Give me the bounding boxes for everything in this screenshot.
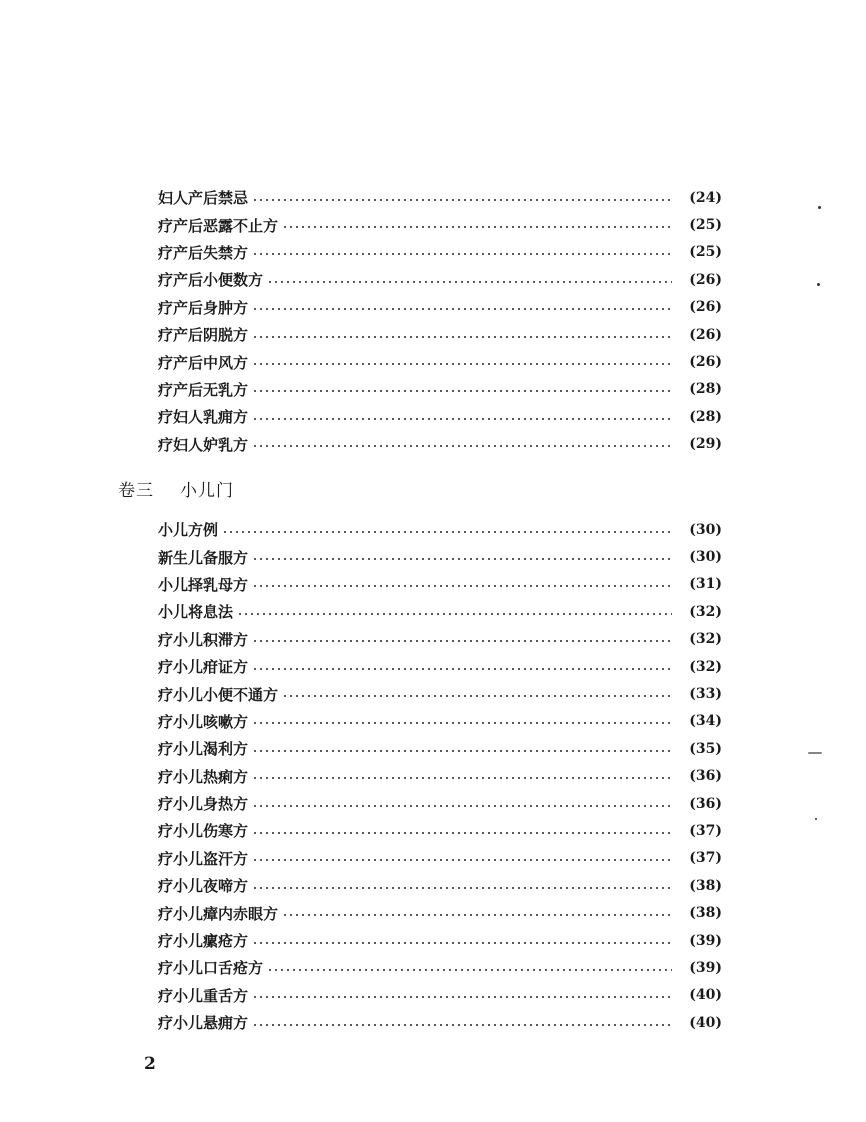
dot-leader [252,996,672,998]
section-heading [118,476,234,501]
toc-entry[interactable] [158,403,722,430]
toc-entry[interactable] [158,598,722,625]
toc-entry-title: 疗妇人妒乳方 [158,435,249,454]
dot-leader [252,336,672,338]
toc-entry-title: 疗产后身肿方 [158,298,249,317]
toc-entry-title: 疗小儿热痢方 [158,767,249,786]
toc-entry-page: (28) [689,381,722,398]
toc-entry-page: (37) [689,822,722,839]
toc-entry[interactable] [158,954,722,981]
dot-leader [252,859,672,861]
page-number: 2 [144,1054,156,1074]
toc-entry-page: (25) [689,244,722,261]
toc-entry[interactable] [158,927,722,954]
toc-entry-page: (38) [689,905,722,922]
toc-entry-title: 疗产后阴脱方 [158,326,249,345]
dot-leader [252,942,672,944]
toc-entry-title: 疗小儿悬痈方 [158,1014,249,1033]
dot-leader [222,531,672,533]
toc-entry[interactable] [158,845,722,872]
toc-entry-page: (36) [689,768,722,785]
dot-leader [252,363,672,365]
toc-entry-title: 疗产后恶露不止方 [158,216,279,235]
scan-speck [808,752,822,754]
toc-entry[interactable] [158,543,722,570]
toc-entry[interactable] [158,735,722,762]
toc-entry-page: (29) [689,436,722,453]
dot-leader [237,613,672,615]
toc-entry-title: 疗小儿渴利方 [158,740,249,759]
toc-entry[interactable] [158,817,722,844]
dot-leader [252,445,672,447]
toc-entry[interactable] [158,763,722,790]
toc-entry-title: 新生儿备服方 [158,548,249,567]
dot-leader [252,585,672,587]
toc-entry-title: 疗小儿口舌疮方 [158,959,264,978]
dot-leader [252,750,672,752]
toc-entry-title: 疗产后无乳方 [158,380,249,399]
toc-entry[interactable] [158,266,722,293]
toc-entry[interactable] [158,680,722,707]
toc-entry-page: (33) [689,686,722,703]
toc-entry-title: 疗小儿夜啼方 [158,877,249,896]
toc-entry[interactable] [158,899,722,926]
toc-list-part1 [158,184,722,458]
toc-entry-title: 小儿方例 [158,521,219,540]
toc-entry-page: (37) [689,850,722,867]
toc-entry[interactable] [158,571,722,598]
dot-leader [252,418,672,420]
toc-entry-title: 疗小儿伤寒方 [158,822,249,841]
dot-leader [252,722,672,724]
section-name: 小儿门 [180,481,234,501]
toc-entry-page: (26) [689,299,722,316]
toc-entry-page: (34) [689,713,722,730]
toc-entry-title: 疗小儿积滞方 [158,630,249,649]
dot-leader [282,914,672,916]
dot-leader [282,226,672,228]
toc-entry-title: 疗小儿瘴内赤眼方 [158,904,279,923]
toc-entry[interactable] [158,872,722,899]
toc-entry-title: 疗小儿盗汗方 [158,849,249,868]
dot-leader [252,199,672,201]
toc-entry-page: (32) [689,658,722,675]
toc-entry-page: (24) [689,189,722,206]
toc-entry-page: (26) [689,354,722,371]
dot-leader [267,281,672,283]
toc-entry-page: (36) [689,795,722,812]
volume-label: 卷三 [118,481,154,501]
toc-entry-page: (40) [689,987,722,1004]
toc-entry-page: (30) [689,521,722,538]
toc-entry-page: (30) [689,549,722,566]
toc-entry[interactable] [158,348,722,375]
toc-entry-title: 小儿将息法 [158,603,234,622]
toc-entry-title: 疗小儿疳证方 [158,658,249,677]
dot-leader [252,558,672,560]
toc-entry[interactable] [158,294,722,321]
toc-entry-title: 疗产后小便数方 [158,271,264,290]
scan-speck [815,818,817,820]
toc-entry[interactable] [158,982,722,1009]
scan-speck [818,206,821,209]
toc-entry-page: (31) [689,576,722,593]
toc-entry[interactable] [158,790,722,817]
toc-entry-title: 疗产后中风方 [158,353,249,372]
toc-entry-page: (39) [689,932,722,949]
dot-leader [252,640,672,642]
toc-entry-page: (40) [689,1014,722,1031]
toc-entry-title: 疗小儿重舌方 [158,986,249,1005]
toc-entry-title: 疗产后失禁方 [158,243,249,262]
scan-speck [817,283,820,286]
toc-entry-page: (39) [689,959,722,976]
dot-leader [252,887,672,889]
dot-leader [252,668,672,670]
toc-entry-page: (32) [689,603,722,620]
dot-leader [267,969,672,971]
toc-entry-page: (25) [689,217,722,234]
toc-entry-page: (32) [689,631,722,648]
toc-entry-page: (38) [689,877,722,894]
toc-entry-page: (35) [689,740,722,757]
toc-entry[interactable] [158,321,722,348]
toc-entry-title: 妇人产后禁忌 [158,189,249,208]
toc-entry-title: 疗妇人乳痈方 [158,408,249,427]
dot-leader [252,832,672,834]
toc-entry-title: 疗小儿小便不通方 [158,685,279,704]
toc-entry-page: (28) [689,408,722,425]
dot-leader [252,805,672,807]
toc-entry[interactable] [158,708,722,735]
toc-entry[interactable] [158,184,722,211]
toc-entry[interactable] [158,626,722,653]
toc-entry-title: 疗小儿瘰疮方 [158,932,249,951]
dot-leader [252,253,672,255]
toc-entry[interactable] [158,239,722,266]
dot-leader [252,308,672,310]
toc-entry-title: 小儿择乳母方 [158,575,249,594]
toc-entry[interactable] [158,376,722,403]
toc-list-part2 [158,516,722,1036]
toc-entry-page: (26) [689,271,722,288]
toc-entry[interactable] [158,653,722,680]
toc-entry[interactable] [158,211,722,238]
toc-entry[interactable] [158,431,722,458]
dot-leader [252,1024,672,1026]
toc-entry-title: 疗小儿咳嗽方 [158,712,249,731]
dot-leader [282,695,672,697]
toc-entry-page: (26) [689,326,722,343]
toc-entry[interactable] [158,516,722,543]
dot-leader [252,777,672,779]
toc-entry-title: 疗小儿身热方 [158,795,249,814]
dot-leader [252,390,672,392]
toc-entry[interactable] [158,1009,722,1036]
